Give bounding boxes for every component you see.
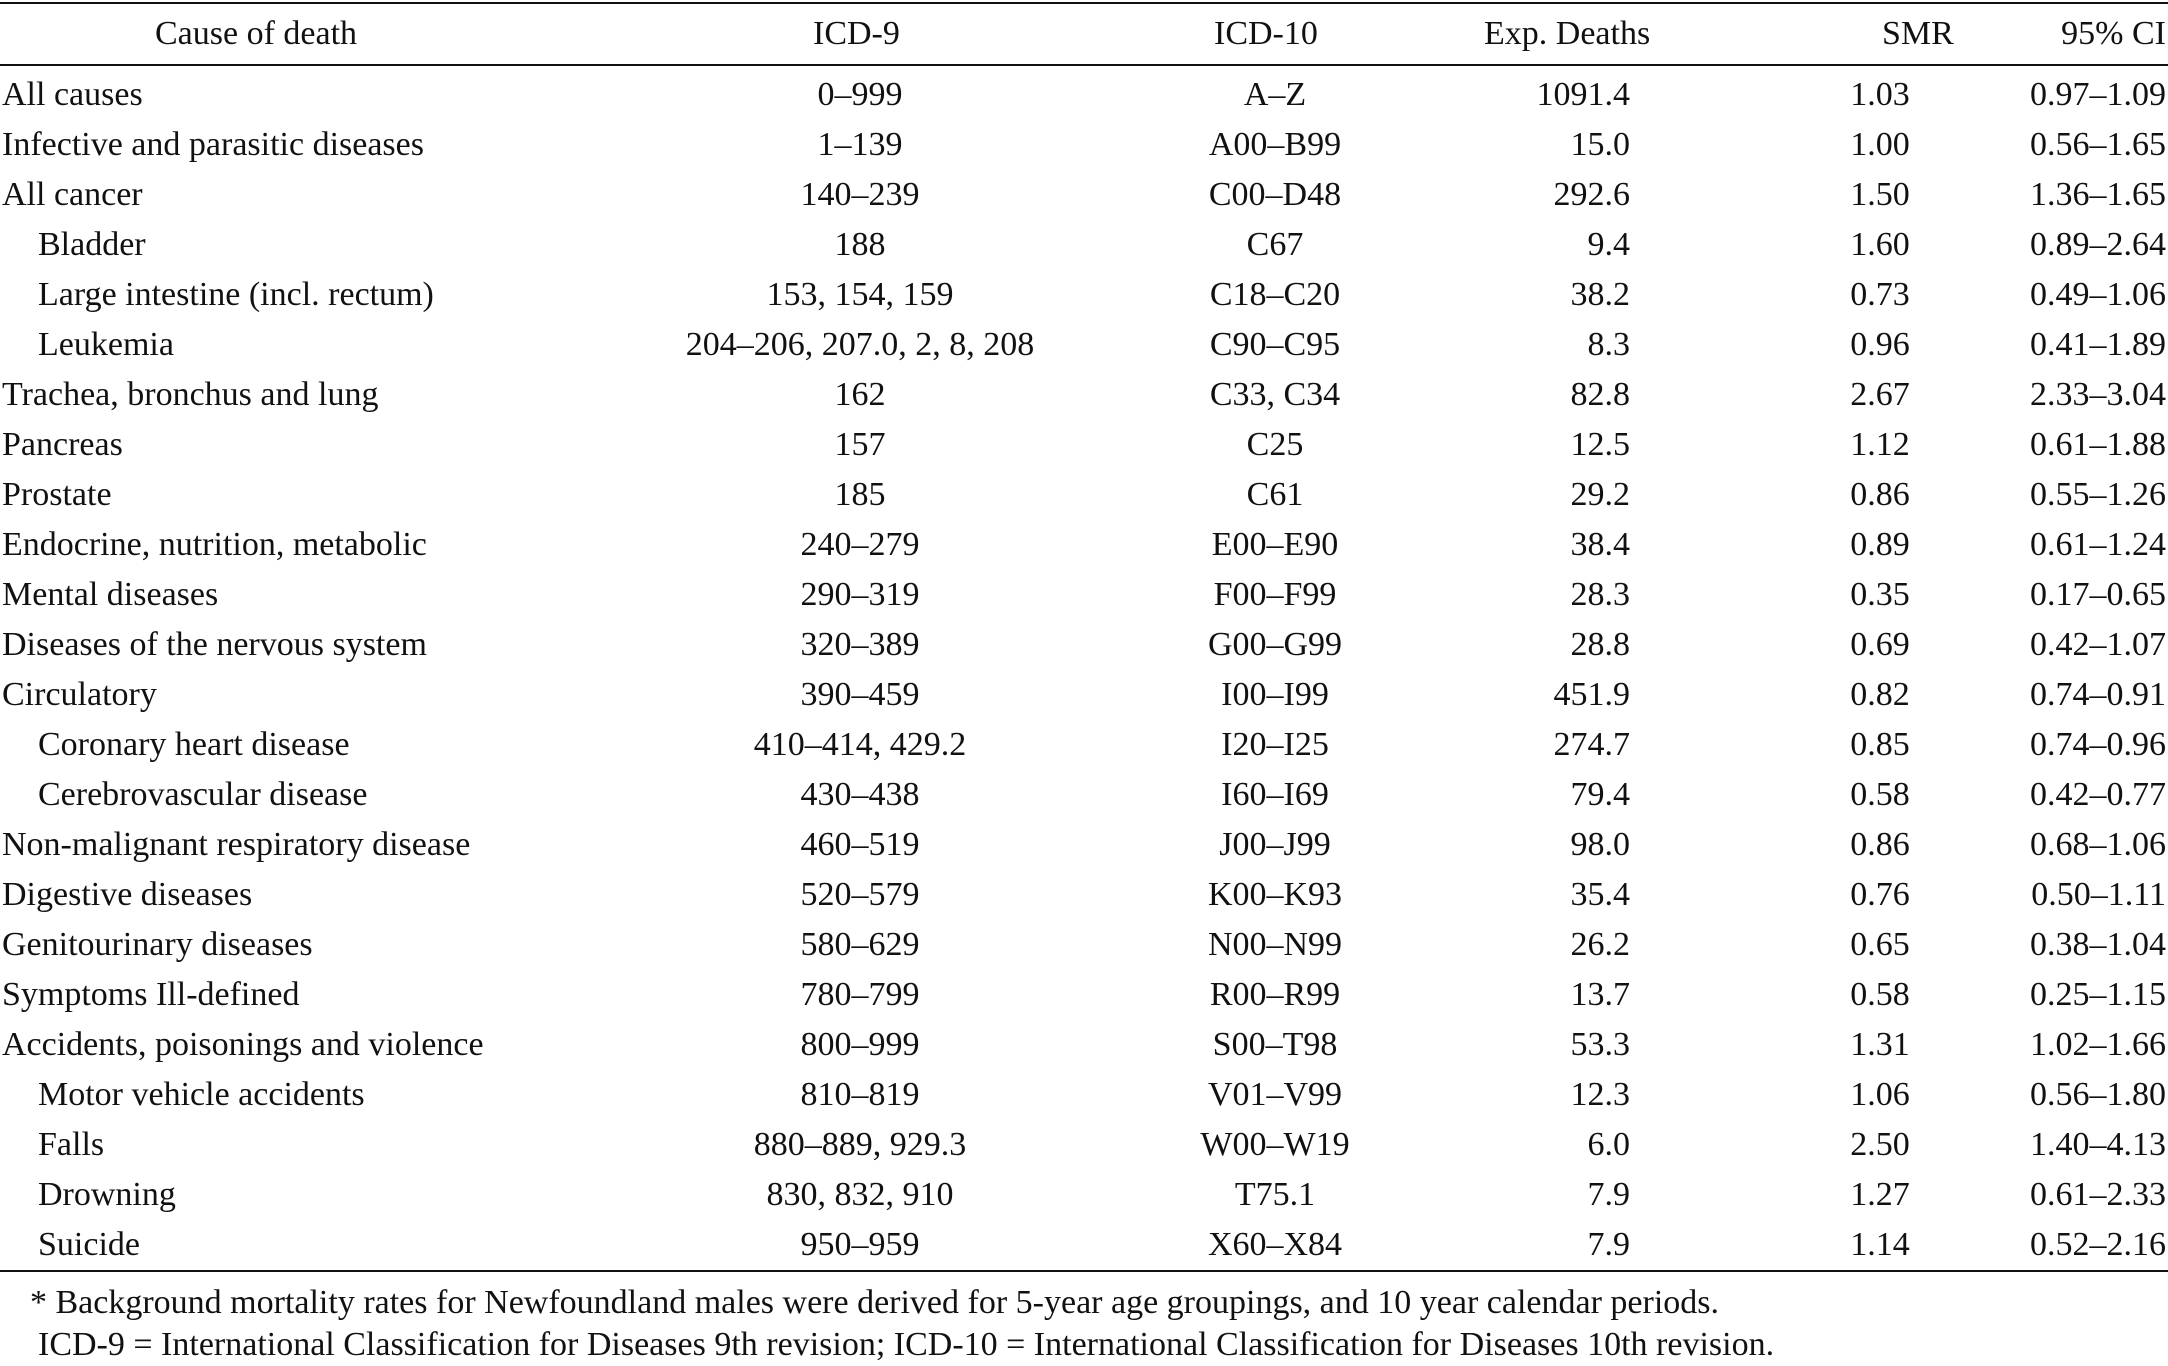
cell-exp-deaths: 451.9	[1553, 676, 1630, 713]
cell-ci: 0.89–2.64	[2030, 226, 2166, 263]
header-smr: SMR	[1770, 3, 1970, 65]
cell-ci: 0.49–1.06	[2030, 276, 2166, 313]
table-row	[0, 320, 2168, 370]
table-row	[0, 1220, 2168, 1271]
cell-icd9: 880–889, 929.3	[753, 1126, 967, 1163]
cell-smr: 0.86	[1850, 476, 1910, 513]
cell-exp-deaths: 38.4	[1570, 526, 1630, 563]
cell-exp-deaths: 12.3	[1570, 1076, 1630, 1113]
cell-icd9: 810–819	[800, 1076, 920, 1113]
cell-cause: Infective and parasitic diseases	[2, 126, 424, 163]
cell-ci: 0.41–1.89	[2030, 326, 2166, 363]
cell-exp-deaths: 274.7	[1553, 726, 1630, 763]
footnote-icd-definitions: ICD-9 = International Classification for Diseases 9th revision; ICD-10 = International Classification for Diseases 10th revision.	[38, 1326, 1775, 1363]
cell-icd10: S00–T98	[1212, 1026, 1338, 1063]
table-row	[0, 870, 2168, 920]
cell-icd10: C18–C20	[1209, 276, 1341, 313]
cell-icd9: 800–999	[800, 1026, 920, 1063]
cell-exp-deaths: 28.3	[1570, 576, 1630, 613]
mortality-table	[0, 2, 2168, 1272]
cell-icd10: K00–K93	[1207, 876, 1343, 913]
cell-ci: 0.68–1.06	[2030, 826, 2166, 863]
cell-icd9: 162	[834, 376, 886, 413]
cell-smr: 0.76	[1850, 876, 1910, 913]
cell-icd10: I60–I69	[1221, 776, 1329, 813]
cell-smr: 0.85	[1850, 726, 1910, 763]
table-row	[0, 1170, 2168, 1220]
cell-icd9: 1–139	[817, 126, 903, 163]
cell-icd10: W00–W19	[1200, 1126, 1350, 1163]
table-row	[0, 370, 2168, 420]
cell-exp-deaths: 29.2	[1570, 476, 1630, 513]
table-row	[0, 1020, 2168, 1070]
cell-exp-deaths: 8.3	[1587, 326, 1630, 363]
table-row	[0, 670, 2168, 720]
cell-icd9: 410–414, 429.2	[753, 726, 967, 763]
cell-cause: Accidents, poisonings and violence	[2, 1026, 484, 1063]
cell-smr: 0.82	[1850, 676, 1910, 713]
cell-icd10: C33, C34	[1209, 376, 1341, 413]
header-icd9: ICD-9	[600, 3, 1120, 65]
cell-icd10: X60–X84	[1120, 1220, 1430, 1271]
cell-icd10: I20–I25	[1221, 726, 1329, 763]
cell-icd10: T75.1	[1234, 1176, 1316, 1213]
cell-icd10: R00–R99	[1209, 976, 1341, 1013]
cell-icd9: 153, 154, 159	[766, 276, 954, 313]
cell-cause: Leukemia	[38, 326, 174, 363]
cell-icd10: V01–V99	[1207, 1076, 1343, 1113]
cell-icd9: 780–799	[800, 976, 920, 1013]
cell-exp-deaths: 292.6	[1553, 176, 1630, 213]
cell-cause: Genitourinary diseases	[2, 926, 313, 963]
cell-cause: Large intestine (incl. rectum)	[38, 276, 434, 313]
cell-exp-deaths: 15.0	[1570, 126, 1630, 163]
cell-icd10: A00–B99	[1208, 126, 1342, 163]
cell-cause: Prostate	[2, 476, 112, 513]
cell-smr: 1.06	[1850, 1076, 1910, 1113]
cell-exp-deaths: 1091.4	[1536, 76, 1630, 113]
footnotes	[30, 1282, 2158, 1366]
cell-exp-deaths: 26.2	[1570, 926, 1630, 963]
table-row	[0, 1120, 2168, 1170]
table-row	[0, 220, 2168, 270]
cell-cause: Digestive diseases	[2, 876, 253, 913]
cell-ci: 0.56–1.65	[2030, 126, 2166, 163]
cell-icd9: 520–579	[800, 876, 920, 913]
cell-icd10: C61	[1246, 476, 1304, 513]
cell-icd9: 140–239	[800, 176, 920, 213]
cell-ci: 0.52–2.16	[1970, 1220, 2168, 1271]
cell-icd9: 185	[834, 476, 886, 513]
cell-icd10: J00–J99	[1219, 826, 1331, 863]
cell-icd10: N00–N99	[1207, 926, 1343, 963]
cell-smr: 0.96	[1850, 326, 1910, 363]
cell-smr: 0.35	[1850, 576, 1910, 613]
cell-icd9: 157	[834, 426, 886, 463]
cell-icd10: C90–C95	[1209, 326, 1341, 363]
cell-cause: Mental diseases	[2, 576, 219, 613]
cell-exp-deaths: 79.4	[1570, 776, 1630, 813]
table-row	[0, 570, 2168, 620]
cell-smr: 1.50	[1850, 176, 1910, 213]
table-header	[0, 3, 2168, 65]
cell-cause: Symptoms Ill-defined	[2, 976, 300, 1013]
cell-ci: 0.50–1.11	[2031, 876, 2166, 913]
cell-icd10: I00–I99	[1221, 676, 1329, 713]
cell-exp-deaths: 13.7	[1570, 976, 1630, 1013]
table-body	[0, 65, 2168, 1271]
cell-smr: 1.00	[1850, 126, 1910, 163]
cell-icd9: 240–279	[800, 526, 920, 563]
cell-smr: 0.69	[1850, 626, 1910, 663]
table-row	[0, 120, 2168, 170]
table-row	[0, 520, 2168, 570]
cell-cause: Circulatory	[2, 676, 157, 713]
cell-icd10: C67	[1246, 226, 1304, 263]
cell-cause: Pancreas	[2, 426, 123, 463]
table-row	[0, 770, 2168, 820]
cell-exp-deaths: 6.0	[1587, 1126, 1630, 1163]
cell-icd9: 830, 832, 910	[766, 1176, 954, 1213]
cell-ci: 0.61–2.33	[2030, 1176, 2166, 1213]
header-icd10: ICD-10	[1120, 3, 1430, 65]
cell-smr: 1.31	[1850, 1026, 1910, 1063]
cell-icd10: E00–E90	[1211, 526, 1339, 563]
cell-exp-deaths: 53.3	[1570, 1026, 1630, 1063]
cell-smr: 0.58	[1850, 776, 1910, 813]
cell-cause: All causes	[2, 76, 143, 113]
cell-cause: Suicide	[0, 1220, 600, 1271]
cell-ci: 0.55–1.26	[2030, 476, 2166, 513]
cell-cause: Trachea, bronchus and lung	[2, 376, 379, 413]
cell-exp-deaths: 7.9	[1430, 1220, 1770, 1271]
footnote-background-rates: * Background mortality rates for Newfoundland males were derived for 5-year age groupings, and 10 year calendar periods.	[30, 1284, 1719, 1321]
cell-cause: All cancer	[2, 176, 143, 213]
cell-cause: Endocrine, nutrition, metabolic	[2, 526, 427, 563]
cell-cause: Falls	[38, 1126, 105, 1163]
cell-icd9: 204–206, 207.0, 2, 8, 208	[685, 326, 1035, 363]
cell-icd9: 290–319	[800, 576, 920, 613]
cell-cause: Non-malignant respiratory disease	[2, 826, 471, 863]
table-row	[0, 420, 2168, 470]
header-row	[0, 3, 2168, 65]
cell-ci: 0.42–1.07	[2030, 626, 2166, 663]
cell-exp-deaths: 12.5	[1570, 426, 1630, 463]
cell-ci: 1.36–1.65	[2030, 176, 2166, 213]
cell-ci: 0.97–1.09	[2030, 76, 2166, 113]
cell-ci: 0.25–1.15	[2030, 976, 2166, 1013]
cell-smr: 0.73	[1850, 276, 1910, 313]
header-cause: Cause of death	[0, 3, 600, 65]
table-row	[0, 820, 2168, 870]
cell-icd9: 320–389	[800, 626, 920, 663]
cell-smr: 0.65	[1850, 926, 1910, 963]
table-row	[0, 720, 2168, 770]
cell-icd10: C00–D48	[1208, 176, 1342, 213]
cell-icd10: A–Z	[1243, 76, 1307, 113]
cell-exp-deaths: 9.4	[1587, 226, 1630, 263]
cell-smr: 0.89	[1850, 526, 1910, 563]
cell-cause: Diseases of the nervous system	[2, 626, 427, 663]
cell-icd10: F00–F99	[1213, 576, 1337, 613]
cell-ci: 0.38–1.04	[2030, 926, 2166, 963]
cell-exp-deaths: 35.4	[1570, 876, 1630, 913]
cell-exp-deaths: 28.8	[1570, 626, 1630, 663]
cell-exp-deaths: 38.2	[1570, 276, 1630, 313]
cell-smr: 2.50	[1850, 1126, 1910, 1163]
cell-cause: Motor vehicle accidents	[38, 1076, 365, 1113]
table-row	[0, 270, 2168, 320]
cell-exp-deaths: 82.8	[1570, 376, 1630, 413]
table-row	[0, 170, 2168, 220]
cell-smr: 0.86	[1850, 826, 1910, 863]
cell-ci: 2.33–3.04	[2030, 376, 2166, 413]
cell-ci: 0.61–1.24	[2030, 526, 2166, 563]
cell-ci: 0.74–0.96	[2030, 726, 2166, 763]
cell-smr: 1.27	[1850, 1176, 1910, 1213]
table-row	[0, 920, 2168, 970]
cell-icd10: C25	[1246, 426, 1304, 463]
cell-ci: 1.02–1.66	[2030, 1026, 2166, 1063]
table-row	[0, 470, 2168, 520]
cell-smr: 1.12	[1850, 426, 1910, 463]
cell-ci: 0.61–1.88	[2030, 426, 2166, 463]
cell-icd9: 188	[834, 226, 886, 263]
cell-ci: 0.74–0.91	[2030, 676, 2166, 713]
cell-smr: 0.58	[1850, 976, 1910, 1013]
cell-icd9: 430–438	[800, 776, 920, 813]
cell-cause: Drowning	[38, 1176, 176, 1213]
cell-icd10: G00–G99	[1207, 626, 1343, 663]
cell-icd9: 390–459	[800, 676, 920, 713]
cell-exp-deaths: 7.9	[1587, 1176, 1630, 1213]
cell-icd9: 460–519	[800, 826, 920, 863]
table-row	[0, 1070, 2168, 1120]
cell-smr: 1.60	[1850, 226, 1910, 263]
cell-ci: 0.42–0.77	[2030, 776, 2166, 813]
cell-exp-deaths: 98.0	[1570, 826, 1630, 863]
table-row	[0, 65, 2168, 120]
cell-ci: 0.17–0.65	[2030, 576, 2166, 613]
cell-ci: 0.56–1.80	[2030, 1076, 2166, 1113]
cell-smr: 1.03	[1850, 76, 1910, 113]
table-row	[0, 970, 2168, 1020]
cell-icd9: 0–999	[817, 76, 903, 113]
header-ci: 95% CI	[1970, 3, 2168, 65]
cell-cause: Cerebrovascular disease	[38, 776, 368, 813]
cell-smr: 2.67	[1850, 376, 1910, 413]
table-row	[0, 620, 2168, 670]
cell-ci: 1.40–4.13	[2030, 1126, 2166, 1163]
cell-smr: 1.14	[1770, 1220, 1970, 1271]
header-exp-deaths: Exp. Deaths	[1430, 3, 1770, 65]
cell-icd9: 950–959	[600, 1220, 1120, 1271]
cell-cause: Coronary heart disease	[38, 726, 350, 763]
cell-cause: Bladder	[38, 226, 146, 263]
cell-icd9: 580–629	[800, 926, 920, 963]
